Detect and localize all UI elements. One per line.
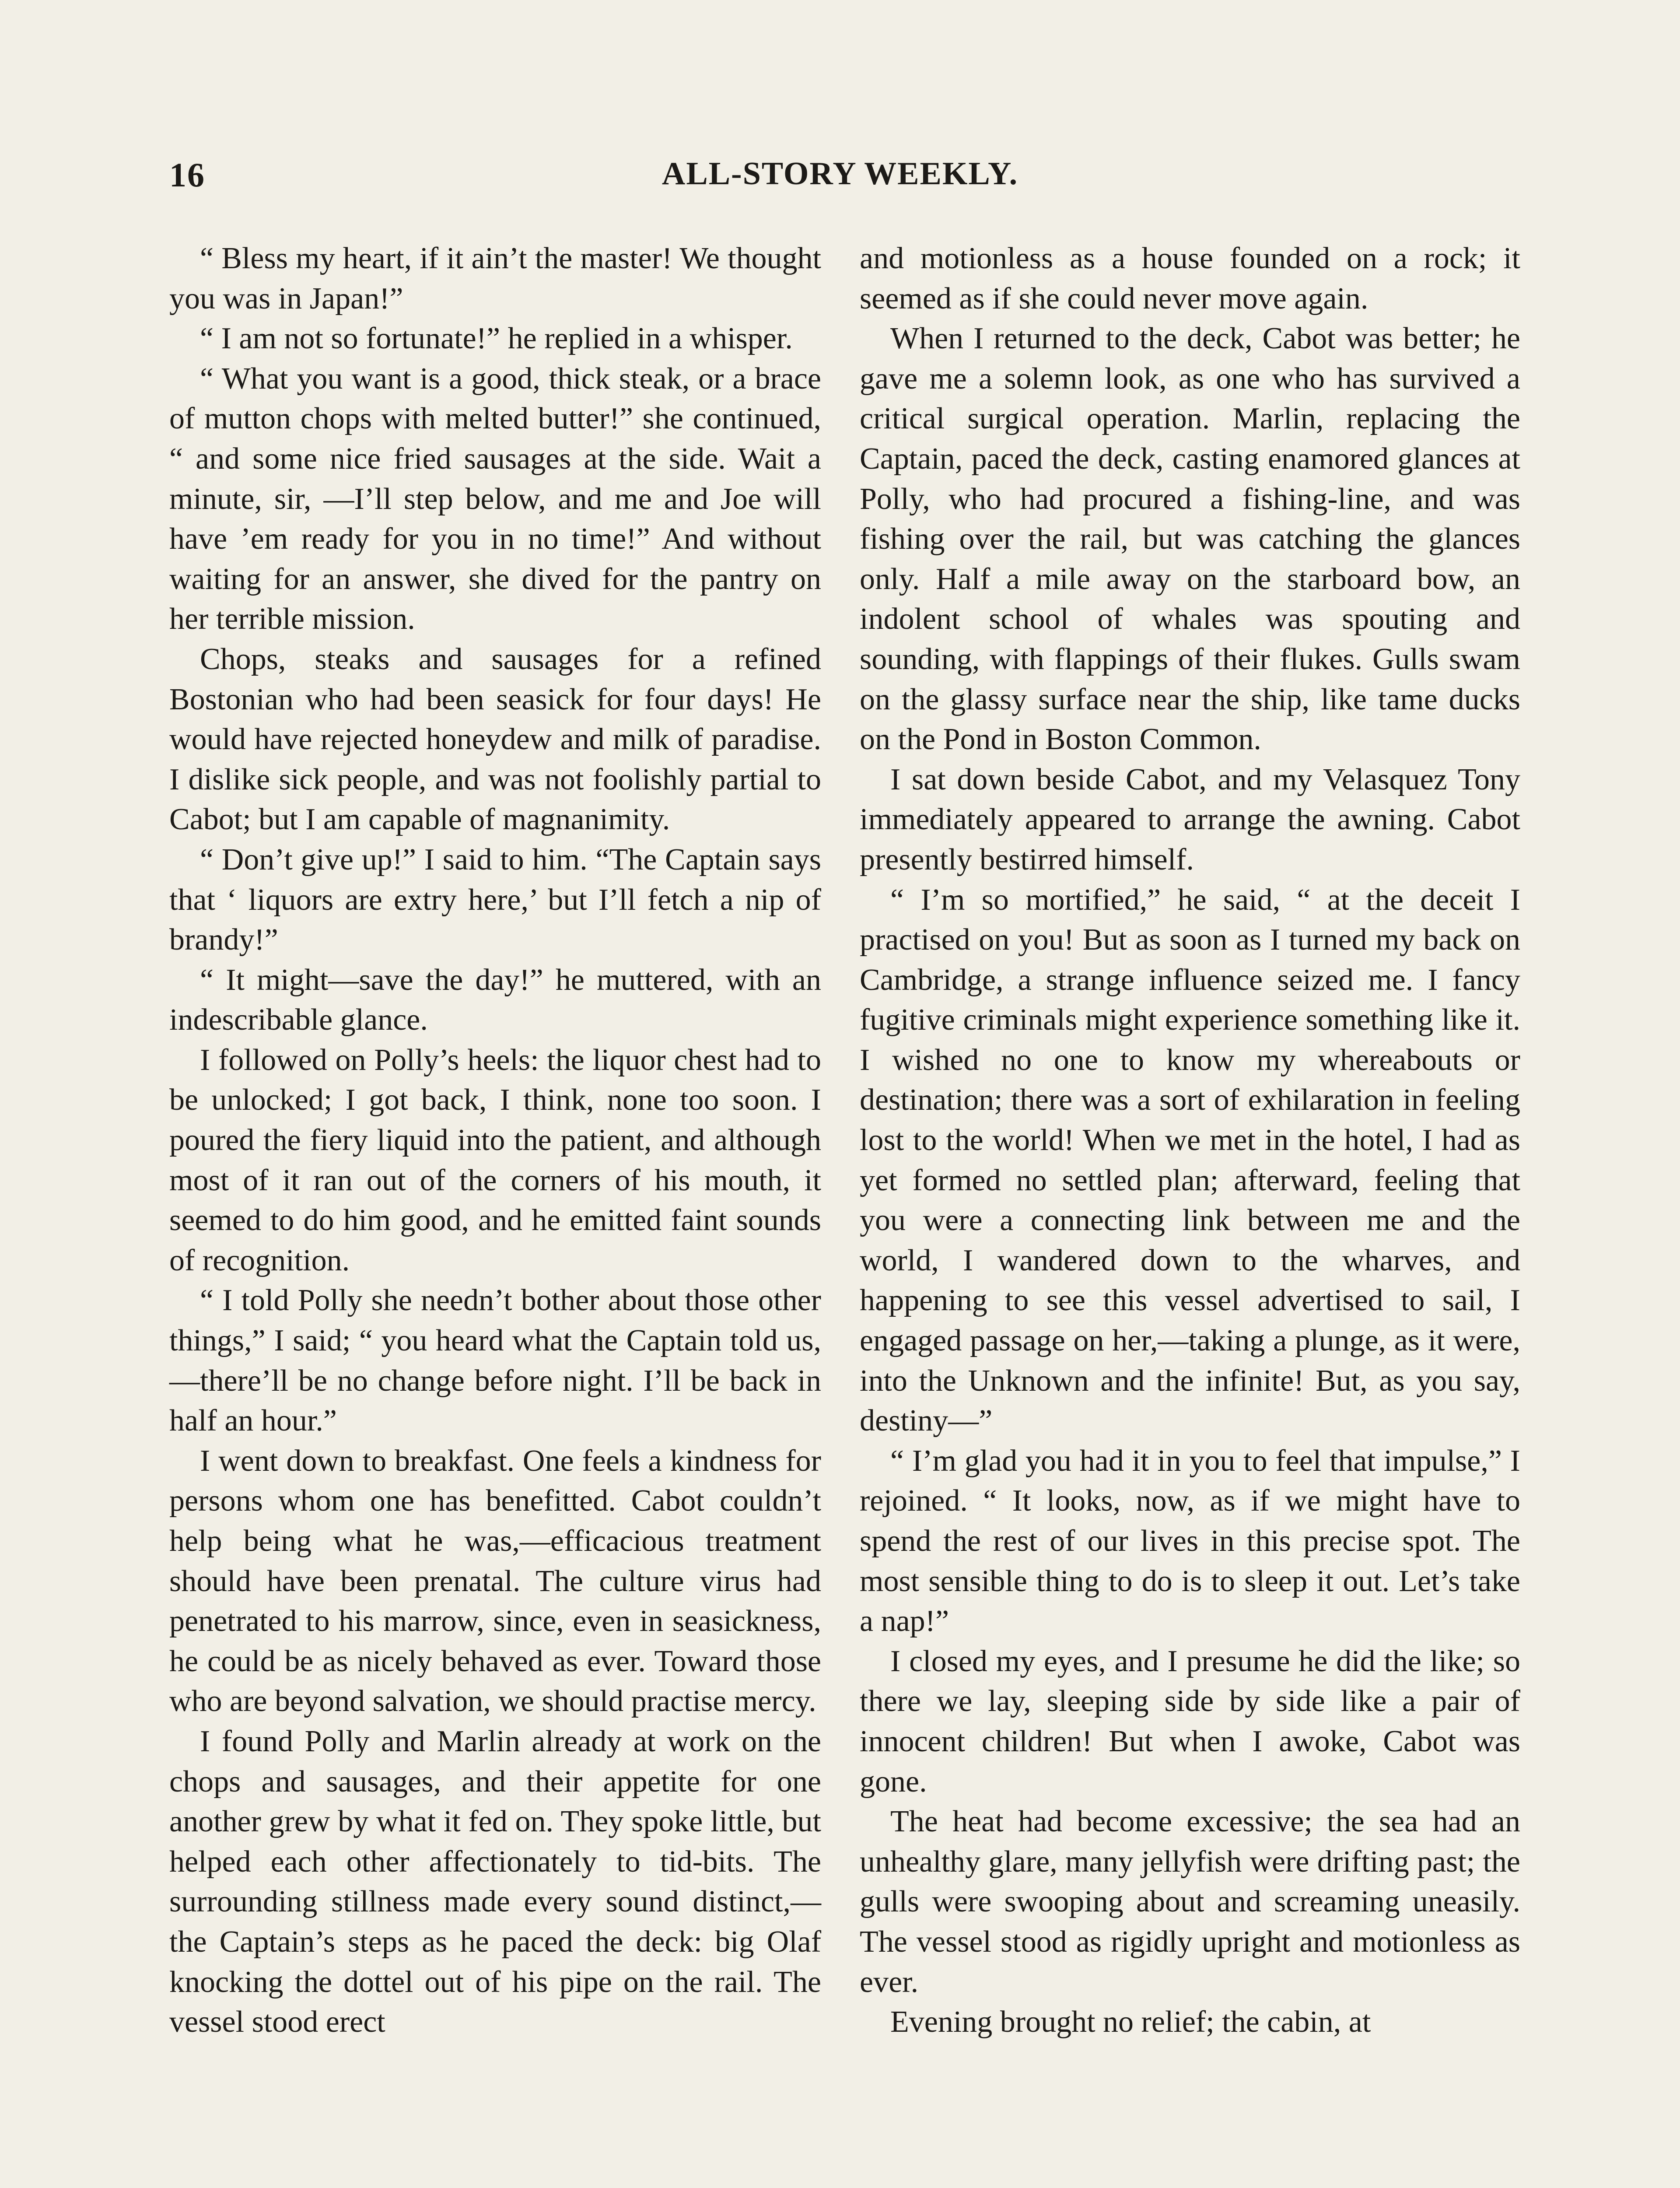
paragraph: Chops, steaks and sausages for a refined Bostonian who had been seasick for four days! He would have rejected honeydew and milk of paradise. I dislike sick people, and was not foolishly partial to Cabot; but I am capable of magnanimity. [169, 642, 821, 837]
paragraph: I sat down beside Cabot, and my Velasquez Tony immediately appeared to arrange the awning. Cabot presently bestirred himself. [860, 762, 1520, 877]
paragraph: Evening brought no relief; the cabin, at [890, 2005, 1371, 2039]
running-title: ALL-STORY WEEKLY. [662, 156, 1018, 192]
paragraph: I went down to breakfast. One feels a kindness for persons whom one has benefitted. Cabot couldn’t help being what he was,—efficacious treatment should have been prenatal. The culture virus had penetrated to his marrow, since, even in seasickness, he could be as nicely behaved as ever. Toward those who are beyond salvation, we should practise mercy. [169, 1444, 821, 1718]
left-column [169, 238, 821, 2042]
paragraph: “ I’m glad you had it in you to feel that impulse,” I rejoined. “ It looks, now, as if we might have to spend the rest of our lives in this precise spot. The most sensible thing to do is to sleep it out. Let’s take a nap!” [860, 1444, 1520, 1638]
paragraph: “ I am not so fortunate!” he replied in a whisper. [200, 322, 793, 356]
paragraph: “ Don’t give up!” I said to him. “The Captain says that ‘ liquors are extry here,’ but I’ll fetch a nip of brandy!” [169, 842, 821, 957]
paragraph: The heat had become excessive; the sea had an unhealthy glare, many jellyfish were drifting past; the gulls were swooping about and screaming uneasily. The vessel stood as rigidly upright and motionless as ever. [860, 1805, 1520, 1999]
right-column [860, 238, 1520, 2042]
paragraph: I followed on Polly’s heels: the liquor chest had to be unlocked; I got back, I think, none too soon. I poured the fiery liquid into the patient, and although most of it ran out of the corners of his mouth, it seemed to do him good, and he emitted faint sounds of recognition. [169, 1043, 821, 1277]
paragraph: “ I’m so mortified,” he said, “ at the deceit I practised on you! But as soon as I turned my back on Cambridge, a strange influence seized me. I fancy fugitive criminals might experience something like it. I wished no one to know my whereabouts or destination; there was a sort of exhilaration in feeling lost to the world! When we met in the hotel, I had as yet formed no settled plan; afterward, feeling that you were a connecting link between me and the world, I wandered down to the wharves, and happening to see this vessel advertised to sail, I engaged passage on her,—taking a plunge, as it were, into the Unknown and the infinite! But, as you say, destiny—” [860, 883, 1520, 1438]
paragraph: When I returned to the deck, Cabot was better; he gave me a solemn look, as one who has survived a critical surgical operation. Marlin, replacing the Captain, paced the deck, casting enamored glances at Polly, who had procured a fishing-line, and was fishing over the rail, but was catching the glances only. Half a mile away on the starboard bow, an indolent school of whales was spouting and sounding, with flappings of their flukes. Gulls swam on the glassy surface near the ship, like tame ducks on the Pond in Boston Common. [860, 322, 1520, 757]
paragraph: “ I told Polly she needn’t bother about those other things,” I said; “ you heard what the Captain told us,—there’ll be no change before night. I’ll be back in half an hour.” [169, 1283, 821, 1438]
paragraph: “ It might—save the day!” he muttered, with an indescribable glance. [169, 963, 821, 1037]
continued-paragraph: and motionless as a house founded on a rock; it seemed as if she could never move again. [860, 242, 1520, 316]
paragraph: I closed my eyes, and I presume he did the like; so there we lay, sleeping side by side like a pair of innocent children! But when I awoke, Cabot was gone. [860, 1644, 1520, 1799]
paragraph: “ What you want is a good, thick steak, or a brace of mutton chops with melted butter!” she continued, “ and some nice fried sausages at the side. Wait a minute, sir, —I’ll step below, and me and Joe will have ’em ready for you in no time!” And without waiting for an answer, she dived for the pantry on her terrible mission. [169, 361, 821, 636]
paragraph: I found Polly and Marlin already at work on the chops and sausages, and their appetite for one another grew by what it fed on. They spoke little, but helped each other affectionately to tid-bits. The surrounding stillness made every sound distinct,—the Captain’s steps as he paced the deck: big Olaf knocking the dottel out of his pipe on the rail. The vessel stood erect [169, 1724, 821, 2039]
page-number: 16 [169, 156, 205, 194]
paragraph: “ Bless my heart, if it ain’t the master! We thought you was in Japan!” [169, 242, 821, 316]
